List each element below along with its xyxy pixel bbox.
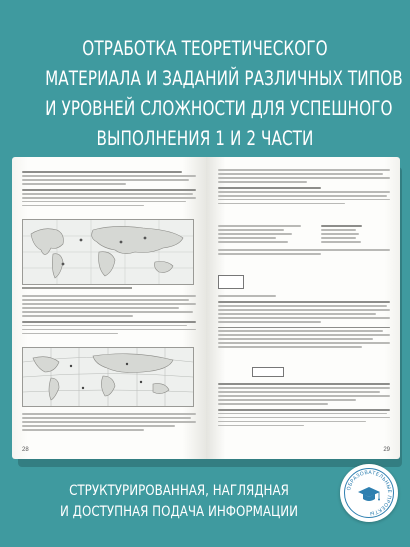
book-page-right	[206, 157, 400, 459]
headline-line-1: ОТРАБОТКА ТЕОРЕТИЧЕСКОГО	[82, 37, 328, 60]
left-page-text-top	[22, 169, 196, 209]
right-page-text-middle	[218, 293, 390, 350]
right-page-number: 29	[383, 447, 390, 453]
headline-line-3: И УРОВНЕЙ СЛОЖНОСТИ ДЛЯ УСПЕШНОГО	[45, 97, 393, 120]
badge-text: ОБРАЗОВАТЕЛЬНЫЕ ПРОЕКТЫ	[346, 469, 393, 517]
subline	[44, 481, 315, 523]
open-book-image	[12, 157, 400, 465]
headline-line-2: МАТЕРИАЛА И ЗАДАНИЙ РАЗЛИЧНЫХ ТИПОВ	[45, 67, 403, 90]
graduation-cap-icon	[358, 487, 380, 501]
answer-table-1	[218, 275, 244, 289]
world-map-figure-2	[22, 347, 194, 407]
book-page-left	[12, 157, 206, 459]
subline-line-1: СТРУКТУРИРОВАННАЯ, НАГЛЯДНАЯ	[69, 483, 289, 499]
left-page-number: 28	[22, 447, 29, 453]
answer-table-2	[252, 367, 284, 377]
right-page-matching-task	[218, 223, 390, 257]
right-page-text-top	[218, 167, 390, 207]
publisher-badge	[340, 464, 398, 522]
headline	[45, 34, 403, 154]
subline-line-2: И ДОСТУПНАЯ ПОДАЧА ИНФОРМАЦИИ	[59, 504, 298, 520]
left-page-text-middle	[22, 293, 196, 337]
map-caption	[22, 287, 132, 289]
right-page-text-bottom	[218, 381, 390, 429]
headline-line-4: ВЫПОЛНЕНИЯ 1 И 2 ЧАСТИ	[96, 127, 314, 150]
badge-seal	[340, 464, 398, 522]
left-page-text-bottom	[22, 411, 196, 433]
world-map-figure-1	[22, 219, 194, 285]
